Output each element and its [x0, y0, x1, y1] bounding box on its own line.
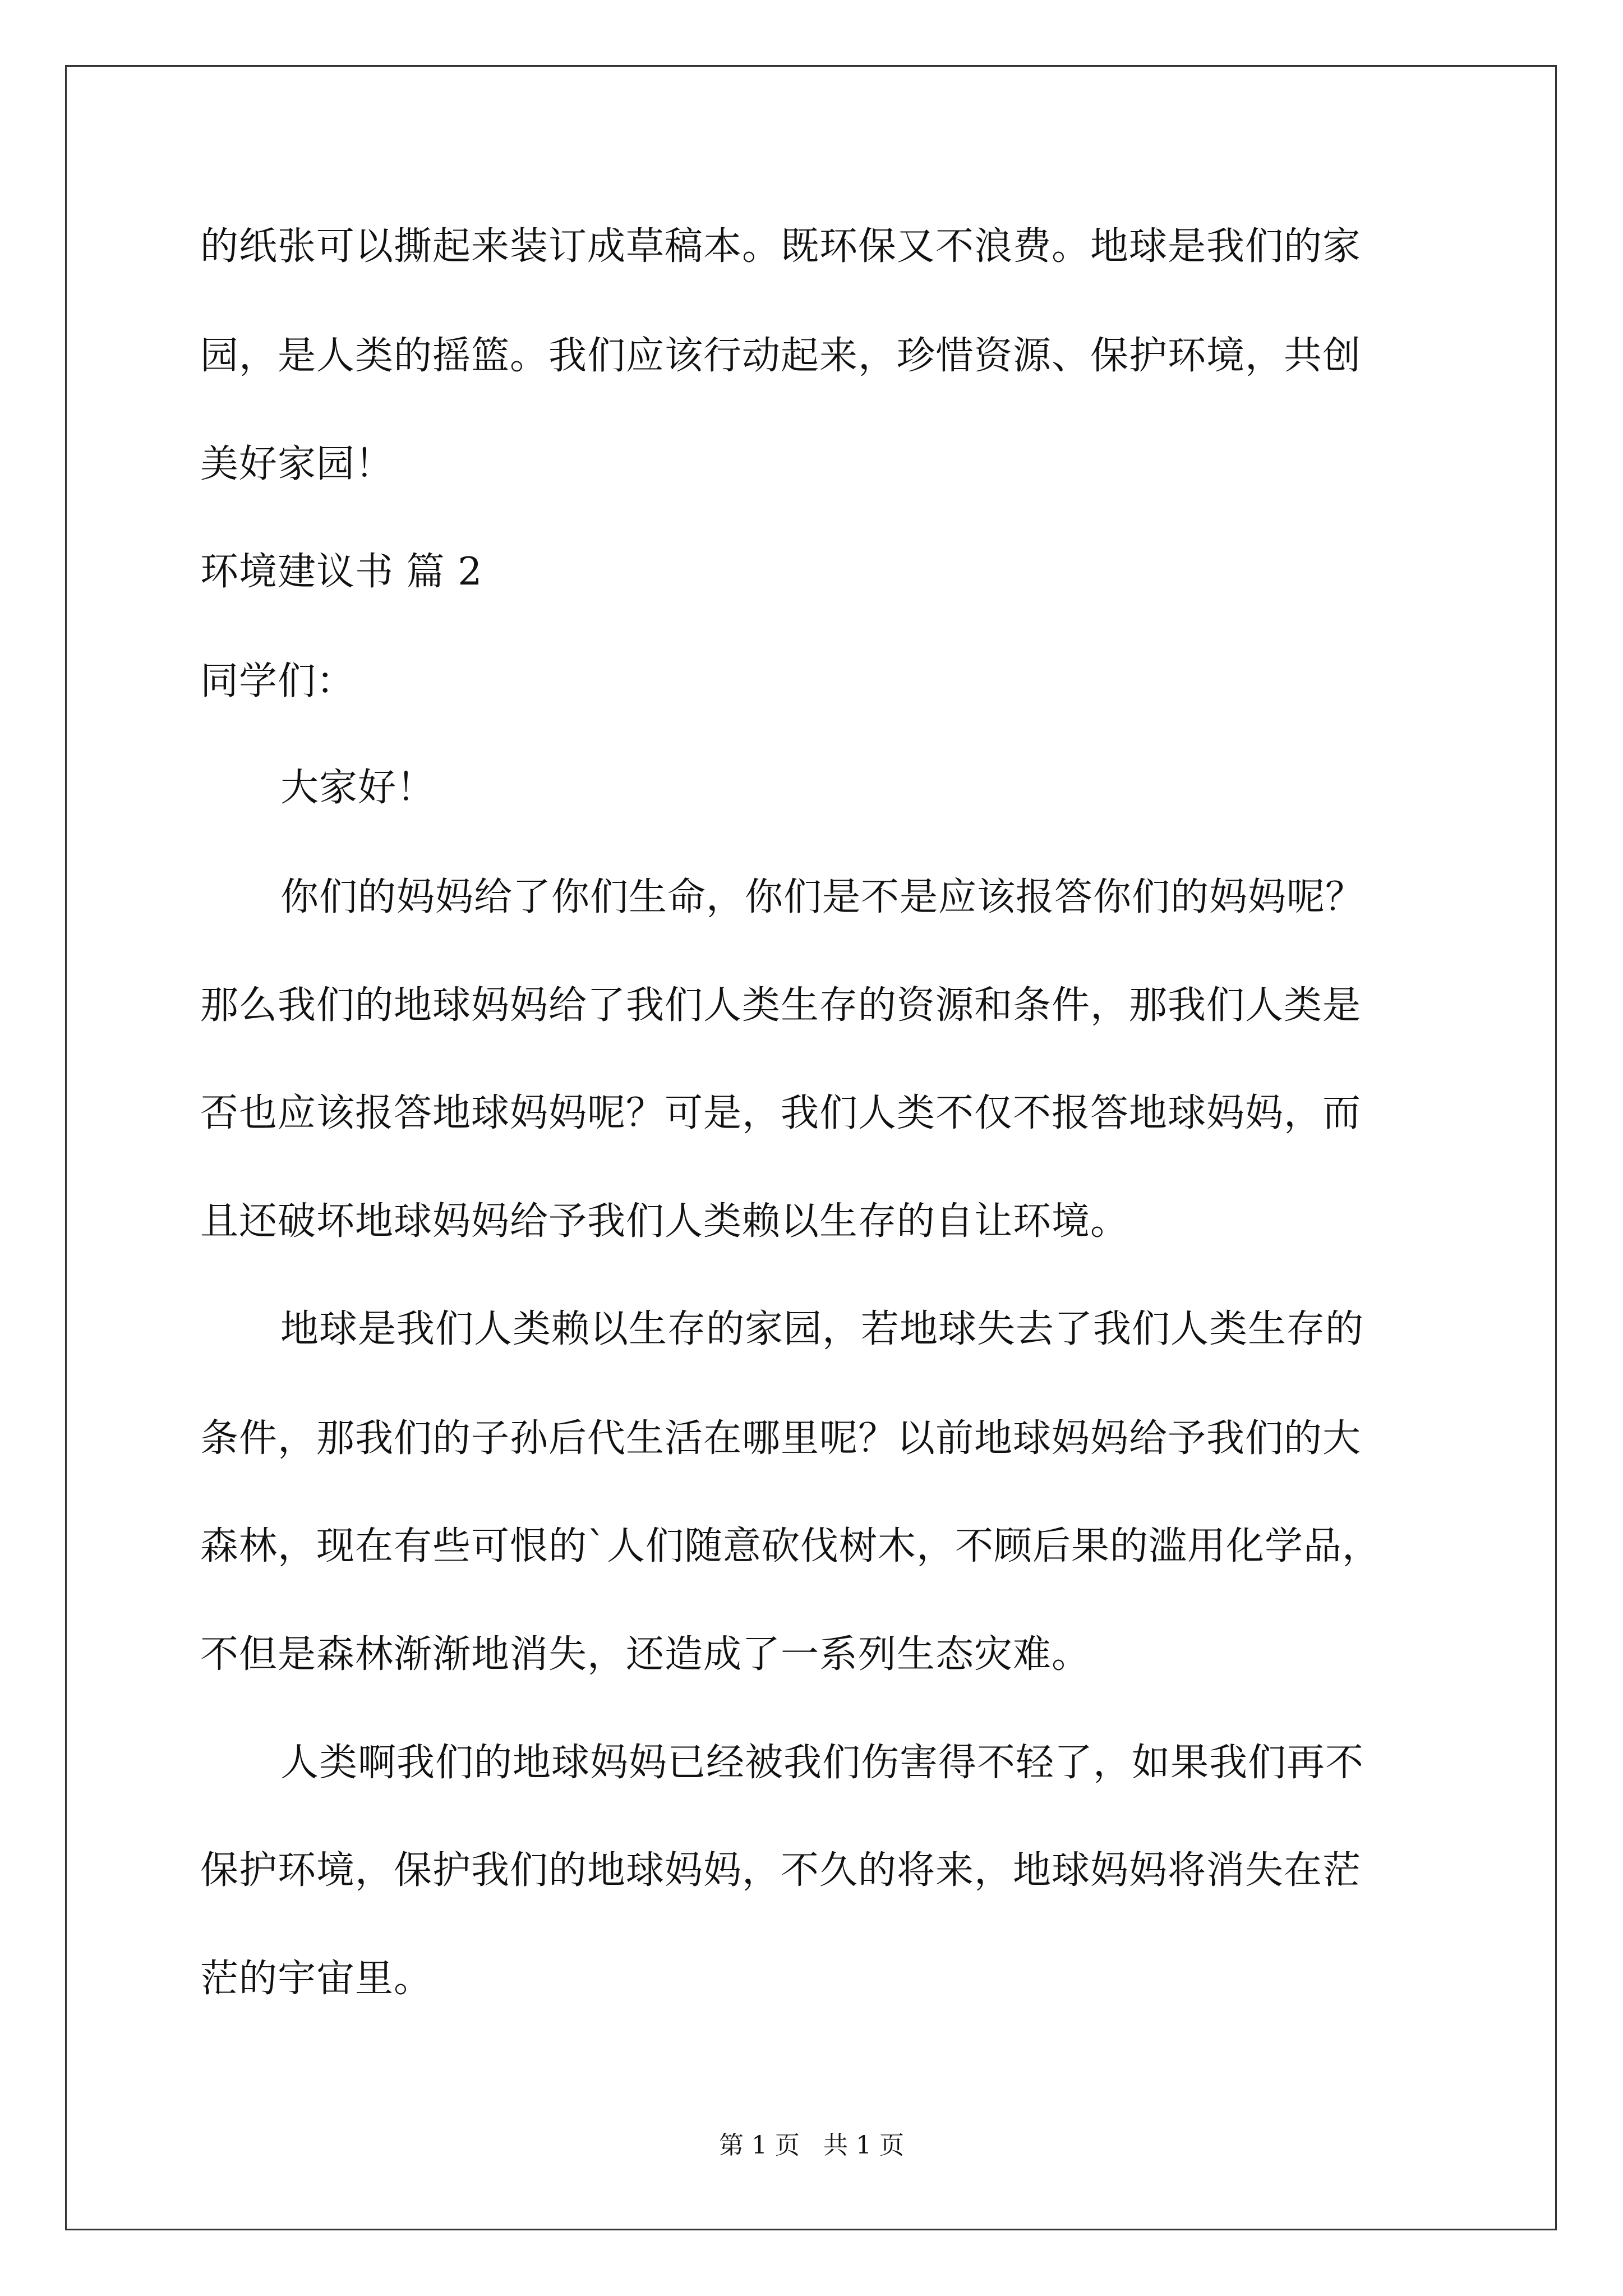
paragraph-line: 人类啊我们的地球妈妈已经被我们伤害得不轻了，如果我们再不 — [280, 1741, 1364, 1785]
salutation: 同学们： — [200, 659, 356, 703]
paragraph-line: 你们的妈妈给了你们生命，你们是不是应该报答你们的妈妈呢？ — [280, 875, 1364, 919]
greeting: 大家好！ — [280, 766, 436, 810]
section-heading: 环境建议书 篇 2 — [200, 550, 483, 594]
paragraph-line: 保护环境，保护我们的地球妈妈，不久的将来，地球妈妈将消失在茫 — [200, 1848, 1362, 1893]
paragraph-line: 且还破坏地球妈妈给予我们人类赖以生存的自让环境。 — [200, 1199, 1129, 1244]
paragraph-line: 森林，现在有些可恨的`人们随意砍伐树木，不顾后果的滥用化学品， — [200, 1524, 1381, 1568]
paragraph-line: 否也应该报答地球妈妈呢？可是，我们人类不仅不报答地球妈妈，而 — [200, 1091, 1362, 1135]
paragraph-line: 的纸张可以撕起来装订成草稿本。既环保又不浪费。地球是我们的家 — [200, 224, 1362, 269]
paragraph-line: 园，是人类的摇篮。我们应该行动起来，珍惜资源、保护环境，共创 — [200, 334, 1362, 378]
paragraph-line: 美好家园！ — [200, 442, 394, 486]
paragraph-line: 地球是我们人类赖以生存的家园，若地球失去了我们人类生存的 — [280, 1307, 1364, 1351]
page-border — [65, 65, 1557, 2230]
paragraph-line: 那么我们的地球妈妈给了我们人类生存的资源和条件，那我们人类是 — [200, 983, 1362, 1028]
paragraph-line: 茫的宇宙里。 — [200, 1957, 433, 2001]
paragraph-line: 条件，那我们的子孙后代生活在哪里呢？以前地球妈妈给予我们的大 — [200, 1416, 1362, 1461]
paragraph-line: 不但是森林渐渐地消失，还造成了一系列生态灾难。 — [200, 1632, 1091, 1677]
page-number: 第 1 页 共 1 页 — [719, 2131, 904, 2160]
